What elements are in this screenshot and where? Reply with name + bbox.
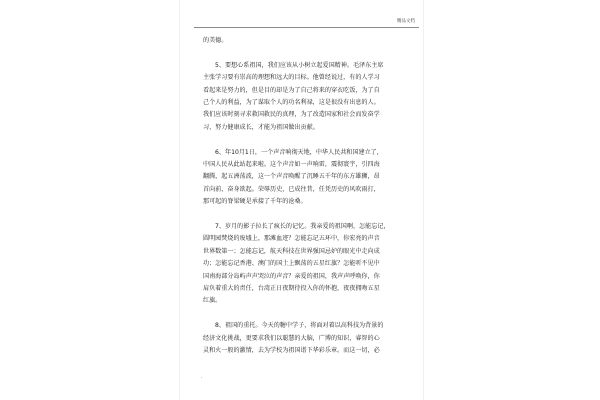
text-line: 首向前，奋身欲起。荣辱历史，已成往昔，任凭历史的风吹雨打，	[203, 185, 380, 193]
document-body	[203, 35, 405, 370]
text-line: 7、岁月的影子拉长了疯长的记忆。我亲爱的祖国啊，怎能忘记，	[215, 223, 390, 231]
text-line: 我们应该时刻寻求救国救民的真理，为了改造国家和社会而发奋学	[203, 111, 380, 119]
text-line: 己个人的利益，为了谋取个人的功名利禄，这是很没有出息的人。	[203, 99, 380, 107]
text-line: 中国人民从此站起来啦。这个声音如一声响雷，震彻寰宇，引四海	[203, 161, 380, 169]
text-line: 8、祖国的重托。今天的糖中学子，将面对着以高科技为背景的	[215, 322, 384, 330]
paragraph-5	[203, 60, 405, 134]
text-line: 肩负着重大的责任，台湾正日夜期待投入你的怀抱，夜夜拥吻五星	[203, 285, 380, 293]
header-rule	[194, 27, 419, 28]
text-line: 圆明园焚烧的废墟上，那滩血迹？怎能忘记五环中，你宏亮的声音	[203, 235, 380, 243]
text-line: 功；怎能忘记香港、澳门的国土上飘荡的五星红旗？怎能听不见中	[203, 260, 380, 268]
text-line: 看起来是努力的，但是目的却是为了自己将来的穿衣吃饭，为了自	[203, 86, 380, 94]
text-line: 6、年10月1日，一个声音响彻天地，中华人民共和国建立了，	[215, 148, 383, 156]
text-line: 那可起的脊梁硬是承接了千年的沧桑。	[203, 198, 307, 206]
text-line: 主张学习要有崇高的理想和远大的目标。他曾经说过，有的人学习	[203, 74, 380, 82]
text-line: 经济文化挑战，更要求我们以聪慧的大脑，广博的知识，睿智的心	[203, 334, 380, 342]
paragraph-6	[203, 147, 405, 209]
document-page	[180, 0, 423, 400]
header-label: 精品文档	[397, 19, 415, 24]
text-line: 的美德。	[203, 37, 228, 44]
paragraph-continuation	[203, 35, 405, 47]
paragraph-7	[203, 221, 405, 308]
text-line: 世界数第一；怎能忘记，航天科技在世界强国忌妒的眼光中走向成	[203, 247, 380, 255]
text-line: 5、要想心系祖国，我们应该从小树立起爱国精神。毛泽东主席	[215, 61, 384, 69]
text-line: 红旗。	[203, 297, 222, 305]
text-line: 灵和火一般的激情，去为学校为祖国谱下华彩乐章。而这一切，必	[203, 347, 380, 355]
text-line: 习，努力健康成长，才能为祖国做出贡献。	[203, 123, 319, 131]
footer-mark: .	[201, 374, 203, 380]
text-line: 翻腾，起五洲荡波，这一个声音唤醒了沉睡五千年的东方雄狮，昂	[203, 173, 380, 181]
paragraph-8	[203, 320, 405, 357]
text-line: 国南海部分岛屿声声哭泣的声音？亲爱的祖国，我声声呼唤你，你	[203, 272, 380, 280]
